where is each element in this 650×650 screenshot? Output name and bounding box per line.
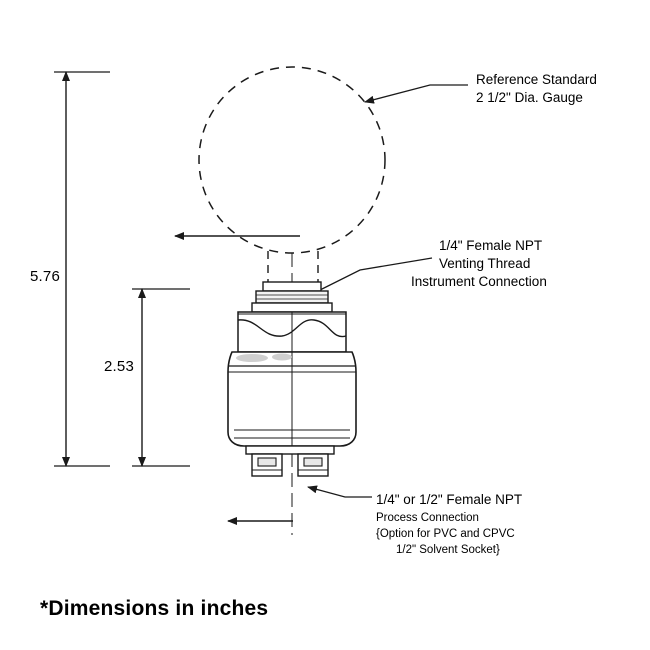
seal-assembly-drawing	[228, 282, 356, 476]
leader-line-process-connection	[308, 487, 372, 497]
callout-instrument-connection-line1: 1/4" Female NPT	[439, 238, 543, 253]
dimension-label-overall-height: 5.76	[30, 268, 60, 285]
seal-body	[228, 352, 356, 446]
callout-instrument-connection-line2: Venting Thread	[439, 256, 531, 271]
process-connection-port	[246, 446, 334, 476]
callout-instrument-connection-line3: Instrument Connection	[411, 274, 547, 289]
callout-process-connection-line1: 1/4" or 1/2" Female NPT	[376, 492, 523, 507]
instrument-connection-hex	[252, 282, 332, 312]
upper-seal-housing	[238, 312, 346, 352]
leader-line-reference-gauge	[365, 85, 468, 102]
callout-process-connection-subline2: {Option for PVC and CPVC	[376, 528, 515, 540]
units-note: *Dimensions in inches	[40, 597, 269, 620]
callout-reference-standard-gauge-line2: 2 1/2" Dia. Gauge	[476, 90, 583, 105]
dimension-line-seal-height	[132, 289, 190, 466]
callout-process-connection-subline3: 1/2" Solvent Socket}	[396, 544, 500, 556]
callout-process-connection-subline1: Process Connection	[376, 512, 479, 524]
dimension-label-seal-height: 2.53	[104, 358, 134, 375]
callout-reference-standard-gauge-line1: Reference Standard	[476, 72, 597, 87]
dimension-line-overall-height	[54, 72, 110, 466]
